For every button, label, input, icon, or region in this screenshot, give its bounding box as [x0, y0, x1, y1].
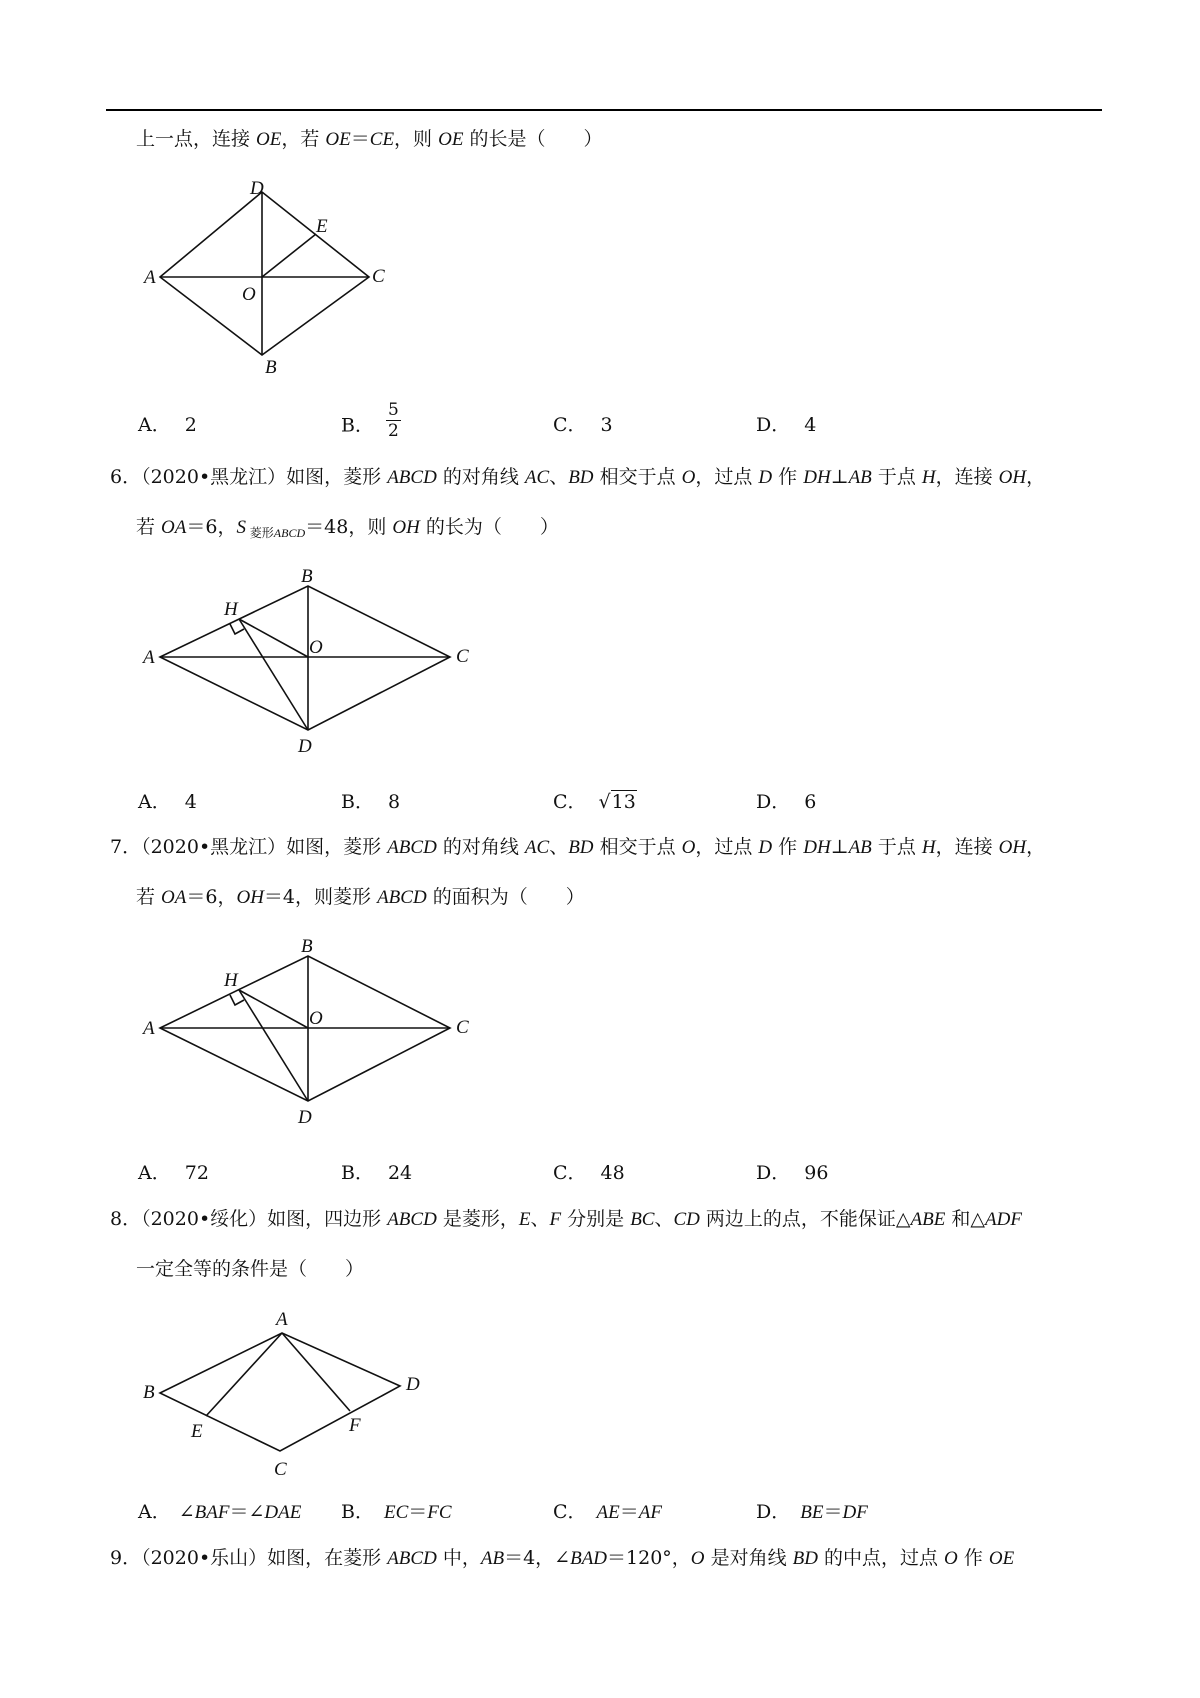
q7-text: ＝6，	[186, 886, 237, 908]
option-var: DAE	[264, 1502, 302, 1523]
q5-label-c: C	[372, 266, 385, 287]
q7-var: DH	[803, 837, 831, 858]
q5-label-o: O	[242, 284, 256, 305]
option-value: 3	[600, 414, 613, 436]
q6-var: BD	[568, 467, 594, 488]
q8-segment-ae	[206, 1333, 282, 1416]
option-letter: D．	[756, 1501, 791, 1523]
q6-label-a: A	[143, 647, 155, 668]
q8-text: 一定全等的条件是（ ）	[136, 1258, 365, 1280]
q7-text: ，连接	[935, 836, 999, 858]
q7-text: ，过点	[695, 836, 759, 858]
q6-text: 的对角线	[436, 466, 525, 488]
q8-option-d[interactable]	[756, 1499, 868, 1526]
q5-label-a: A	[144, 267, 156, 288]
option-var: AF	[638, 1502, 662, 1523]
q7-var: H	[921, 837, 936, 858]
option-text: ＝	[408, 1501, 428, 1523]
q6-text: 若	[136, 516, 162, 538]
q6-text: 、	[549, 466, 569, 488]
q9-text: ＝4，∠	[504, 1547, 571, 1569]
option-var: EC	[383, 1502, 409, 1523]
option-value: 72	[184, 1162, 209, 1184]
q7-text: 的对角线	[436, 836, 525, 858]
option-letter: A．	[138, 1501, 171, 1523]
q6-label-c: C	[456, 646, 469, 667]
q8-var: E	[518, 1209, 531, 1230]
q6-label-o: O	[309, 637, 323, 658]
q6-text: ，过点	[695, 466, 759, 488]
q8-text: 两边上的点，不能保证△	[699, 1208, 911, 1230]
q7-text: 作	[772, 836, 804, 858]
q9-var: O	[690, 1548, 705, 1569]
q7-var: AB	[848, 837, 872, 858]
q6-var: OH	[392, 517, 420, 538]
q6-text: 于点	[871, 466, 922, 488]
q6-var: AB	[848, 467, 872, 488]
q6-sub-text: 菱形	[245, 526, 274, 540]
q8-label-c: C	[274, 1459, 287, 1480]
q9-text: 的中点，过点	[817, 1547, 945, 1569]
option-letter: C．	[553, 791, 587, 813]
q7-text: 若	[136, 886, 162, 908]
q6-var: S	[236, 517, 246, 538]
q9-var: BAD	[570, 1548, 608, 1569]
q7-var: OA	[161, 887, 187, 908]
q5-label-d: D	[250, 178, 264, 199]
q7-label-a: A	[143, 1018, 155, 1039]
q9-stem-line1	[110, 1545, 1014, 1572]
q5-label-b: B	[265, 357, 277, 378]
radicand: 13	[611, 791, 636, 813]
q7-var: OH	[998, 837, 1027, 858]
q7-text: 于点	[871, 836, 922, 858]
q6-text: ＝48，则	[305, 516, 393, 538]
q6-var: O	[681, 467, 696, 488]
q7-label-d: D	[298, 1107, 312, 1128]
q6-label-d: D	[298, 736, 312, 757]
q7-label-o: O	[309, 1008, 323, 1029]
q9-text: 9．（2020•乐山）如图，在菱形	[110, 1547, 388, 1569]
q5-text: ＝	[350, 128, 370, 150]
q6-text: ，	[1026, 466, 1046, 488]
option-letter: D．	[756, 1162, 791, 1184]
option-value: 6	[804, 791, 817, 813]
option-text: ∠	[178, 1501, 195, 1523]
q5-var: OE	[256, 129, 282, 150]
option-letter: B．	[341, 1162, 374, 1184]
option-value: 96	[804, 1162, 829, 1184]
option-letter: A．	[138, 1162, 171, 1184]
q9-var: ABCD	[387, 1548, 437, 1569]
q6-text: 相交于点	[593, 466, 682, 488]
option-letter: B．	[341, 414, 374, 437]
option-letter: B．	[341, 791, 374, 813]
q9-text: 作	[957, 1547, 989, 1569]
option-letter: C．	[553, 414, 587, 436]
q8-label-a: A	[276, 1309, 288, 1330]
option-value: 8	[387, 791, 401, 813]
q5-text: 上一点，连接	[136, 128, 257, 150]
q9-text: 中，	[436, 1547, 481, 1569]
fraction-denominator: 2	[387, 421, 399, 441]
q7-text: ⊥	[830, 836, 849, 858]
q7-label-h: H	[224, 970, 238, 991]
q7-text: 、	[549, 836, 569, 858]
option-value: 24	[387, 1162, 413, 1184]
q8-label-e: E	[191, 1421, 203, 1442]
q8-var: F	[549, 1209, 562, 1230]
q6-sub-var: ABCD	[273, 526, 306, 540]
q8-var: ADF	[985, 1209, 1022, 1230]
option-value: 4	[184, 791, 197, 813]
q6-var: AC	[524, 467, 550, 488]
q6-label-h: H	[224, 599, 238, 620]
q5-label-e: E	[316, 216, 328, 237]
q7-label-b: B	[301, 936, 313, 957]
q9-text: 是对角线	[704, 1547, 793, 1569]
q8-label-b: B	[143, 1382, 155, 1403]
q8-var: BC	[630, 1209, 655, 1230]
option-letter: A．	[138, 414, 171, 436]
q8-text: 和△	[945, 1208, 986, 1230]
q8-segment-af	[282, 1333, 350, 1411]
q9-var: AB	[480, 1548, 505, 1569]
q7-var: AC	[524, 837, 550, 858]
q7-text: ＝4，则菱形	[263, 886, 378, 908]
option-text: ＝	[823, 1501, 843, 1523]
q5-text: ，则	[394, 128, 439, 150]
q6-label-b: B	[301, 566, 313, 587]
q7-var: ABCD	[377, 887, 427, 908]
option-var: FC	[427, 1502, 452, 1523]
q9-var: OE	[988, 1548, 1015, 1569]
q8-text: 8．（2020•绥化）如图，四边形	[110, 1208, 388, 1230]
option-var: AE	[596, 1502, 620, 1523]
q5-var: OE	[438, 129, 464, 150]
option-value: 4	[804, 414, 817, 436]
q9-var: O	[944, 1548, 958, 1569]
q6-var: H	[921, 467, 936, 488]
fraction-numerator: 5	[387, 400, 399, 420]
square-root: √13	[598, 791, 636, 813]
q6-var: D	[758, 467, 773, 488]
q7-var: BD	[568, 837, 594, 858]
q9-var: BD	[792, 1548, 818, 1569]
q5-var: OE	[325, 129, 351, 150]
q6-text: ＝6，	[186, 516, 237, 538]
option-var: BE	[800, 1502, 824, 1523]
option-value: 2	[184, 414, 197, 436]
q8-text: 、	[530, 1208, 550, 1230]
q8-text: 、	[654, 1208, 674, 1230]
q9-text: ＝120°，	[607, 1547, 691, 1569]
option-letter: A．	[138, 791, 171, 813]
q6-text: ，连接	[935, 466, 999, 488]
option-letter: D．	[756, 791, 791, 813]
option-text: ＝	[619, 1501, 639, 1523]
option-value: 48	[600, 1162, 625, 1184]
q8-text: 是菱形，	[436, 1208, 519, 1230]
q8-text: 分别是	[561, 1208, 631, 1230]
q7-label-c: C	[456, 1017, 469, 1038]
q7-text: 相交于点	[593, 836, 682, 858]
q8-var: CD	[673, 1209, 700, 1230]
option-var: DF	[842, 1502, 868, 1523]
q7-text: 的面积为（ ）	[426, 886, 585, 908]
q6-text: 作	[772, 466, 804, 488]
q7-text: ，	[1026, 836, 1046, 858]
option-var: BAF	[194, 1502, 230, 1523]
q7-var: OH	[236, 887, 264, 908]
option-letter: C．	[553, 1501, 587, 1523]
q8-option-a[interactable]	[138, 1499, 301, 1526]
q8-option-b[interactable]	[341, 1499, 452, 1526]
q7-var: ABCD	[387, 837, 437, 858]
q5-text: ，若	[281, 128, 326, 150]
q6-var: DH	[803, 467, 831, 488]
q7-var: O	[681, 837, 696, 858]
option-letter: C．	[553, 1162, 587, 1184]
q8-label-f: F	[349, 1415, 361, 1436]
option-letter: B．	[341, 1501, 374, 1523]
q8-var: ABCD	[387, 1209, 437, 1230]
q8-var: ABE	[910, 1209, 946, 1230]
q6-var: OH	[998, 467, 1027, 488]
q5-var: CE	[369, 129, 395, 150]
q6-text: 的长为（ ）	[419, 516, 559, 538]
q6-var: OA	[161, 517, 187, 538]
q6-text: ⊥	[830, 466, 849, 488]
q5-text: 的长是（ ）	[463, 128, 603, 150]
q8-option-c[interactable]	[553, 1499, 662, 1526]
option-letter: D．	[756, 414, 791, 436]
option-text: ＝∠	[229, 1501, 265, 1523]
q6-var: ABCD	[387, 467, 437, 488]
q7-text: 7．（2020•黑龙江）如图，菱形	[110, 836, 388, 858]
q6-text: 6．（2020•黑龙江）如图，菱形	[110, 466, 388, 488]
q7-var: D	[758, 837, 773, 858]
q8-label-d: D	[406, 1374, 420, 1395]
